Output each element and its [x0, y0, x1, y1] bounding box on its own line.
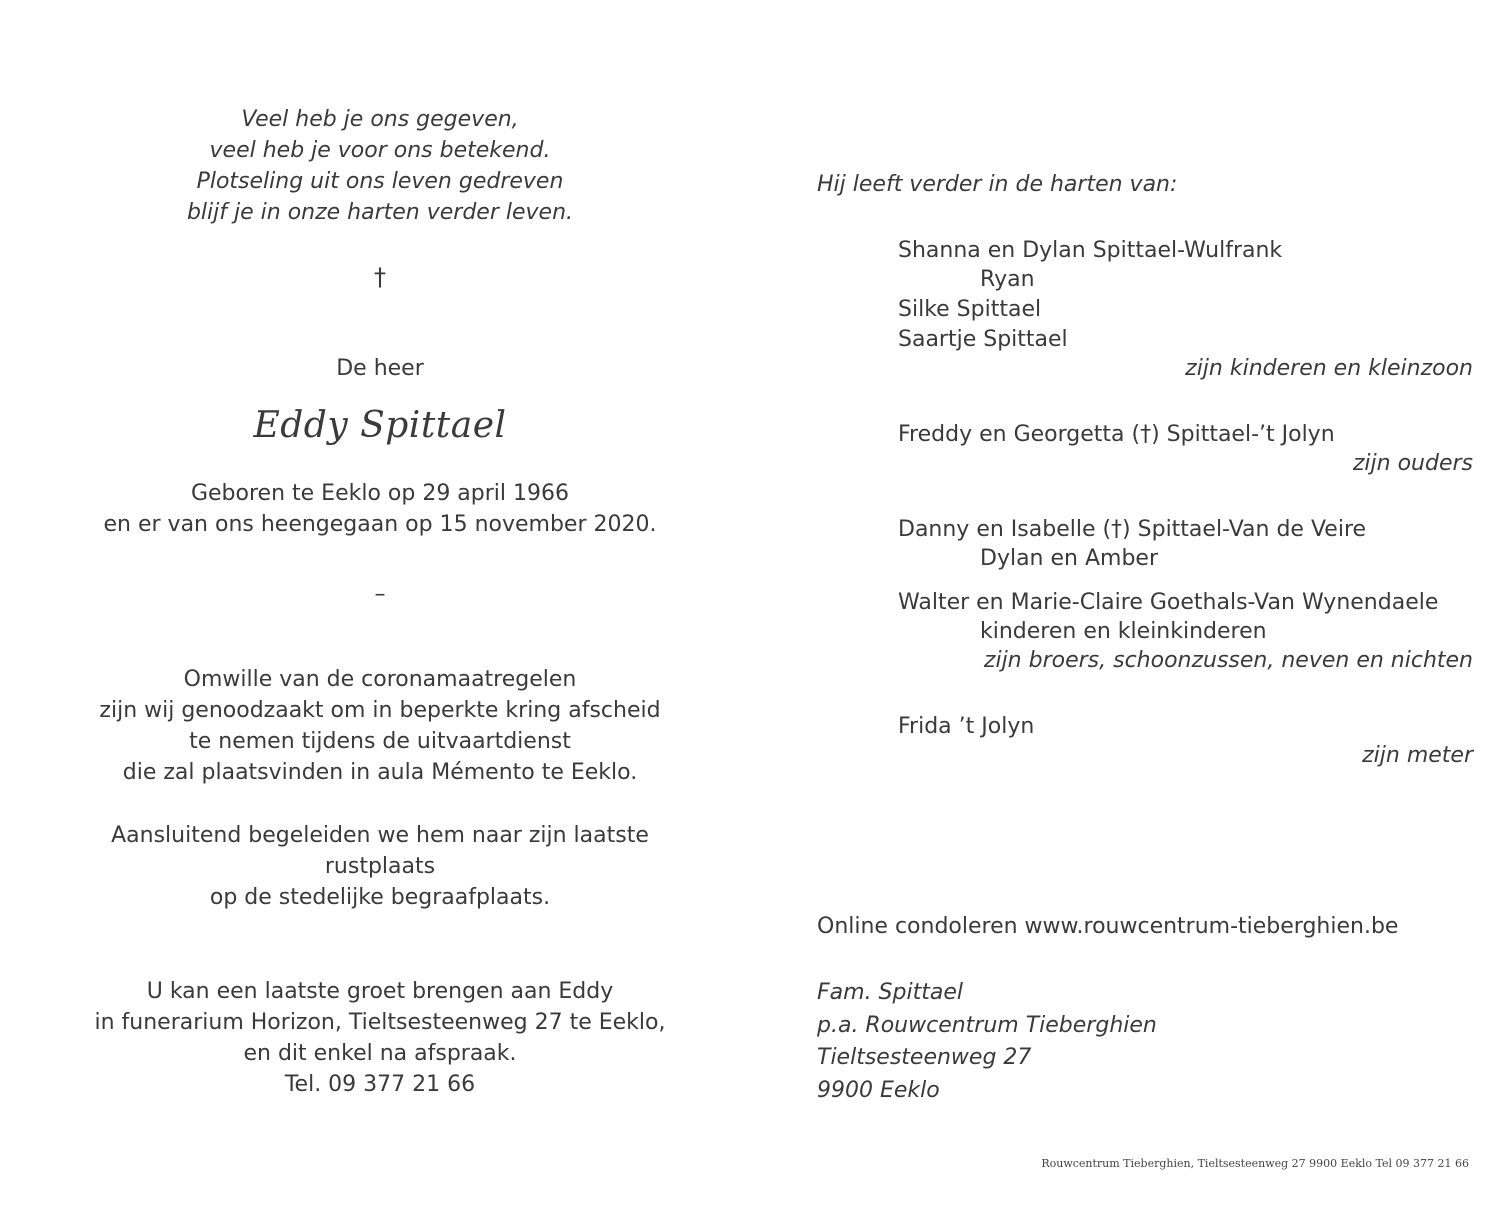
mourner-name: Saartje Spittael [898, 327, 1068, 352]
mourners-intro: Hij leeft verder in de harten van: [817, 172, 1178, 197]
visit-line: en dit enkel na afspraak. [243, 1041, 517, 1066]
visit-phone: Tel. 09 377 21 66 [284, 1072, 476, 1097]
dates-line: Geboren te Eeklo op 29 april 1966 [190, 481, 570, 506]
mourner-sub: Dylan en Amber [980, 546, 1158, 571]
contact-address [817, 977, 1157, 1107]
poem-line: Plotseling uit ons leven gedreven [196, 169, 564, 194]
poem-line: Veel heb je ons gegeven, [241, 107, 519, 132]
relation-label: zijn meter [1362, 743, 1473, 768]
poem-line: blijf je in onze harten verder leven. [186, 200, 574, 225]
address-line: Tieltsesteenweg 27 [817, 1045, 1032, 1070]
ceremony-line: die zal plaatsvinden in aula Mémento te Eeklo. [122, 760, 638, 785]
relation-label: zijn broers, schoonzussen, neven en nichten [983, 648, 1473, 673]
deceased-name: Eddy Spittael [253, 405, 507, 446]
address-line: Fam. Spittael [817, 980, 963, 1005]
mourner-name: Silke Spittael [898, 297, 1042, 322]
burial-line: Aansluitend begeleiden we hem naar zijn laatste rustplaats [111, 823, 649, 879]
ceremony-line: zijn wij genoodzaakt om in beperkte kring afscheid [99, 698, 661, 723]
visit-line: U kan een laatste groet brengen aan Eddy [146, 979, 614, 1004]
mourner-sub: kinderen en kleinkinderen [980, 619, 1267, 644]
address-line: 9900 Eeklo [817, 1077, 940, 1103]
mourner-name: Danny en Isabelle (†) Spittael-Van de Veire [898, 517, 1367, 542]
mourner-sub: Ryan [980, 267, 1035, 292]
mourner-name: Shanna en Dylan Spittael-Wulfrank [898, 238, 1283, 263]
mourner-name: Frida ’t Jolyn [898, 714, 1035, 739]
ceremony-line: te nemen tijdens de uitvaartdienst [189, 729, 571, 754]
ceremony-line: Omwille van de coronamaatregelen [183, 667, 577, 692]
life-dates [60, 478, 700, 540]
poem [60, 104, 700, 228]
poem-line: veel heb je voor ons betekend. [209, 138, 551, 163]
burial-text [60, 820, 700, 913]
salutation: De heer [336, 356, 424, 381]
address-line: p.a. Rouwcentrum Tieberghien [817, 1012, 1157, 1038]
mourner-name: Freddy en Georgetta (†) Spittael-’t Jolyn [898, 422, 1335, 447]
visit-line: in funerarium Horizon, Tieltsesteenweg 27 te Eeklo, [94, 1010, 666, 1035]
burial-line: op de stedelijke begraafplaats. [209, 885, 551, 910]
mourner-name: Walter en Marie-Claire Goethals-Van Wynendaele [898, 590, 1439, 615]
online-condolence: Online condoleren www.rouwcentrum-tieberghien.be [817, 914, 1399, 939]
printer-footer: Rouwcentrum Tieberghien, Tieltsesteenweg 27 9900 Eeklo Tel 09 377 21 66 [1041, 1157, 1469, 1170]
relation-label: zijn ouders [1352, 451, 1473, 476]
cross-icon: † [374, 263, 386, 291]
ceremony-text [60, 664, 700, 788]
dates-line: en er van ons heengegaan op 15 november 2020. [103, 512, 657, 537]
relation-label: zijn kinderen en kleinzoon [1185, 356, 1473, 381]
visit-info [60, 976, 700, 1100]
separator: – [374, 582, 386, 607]
